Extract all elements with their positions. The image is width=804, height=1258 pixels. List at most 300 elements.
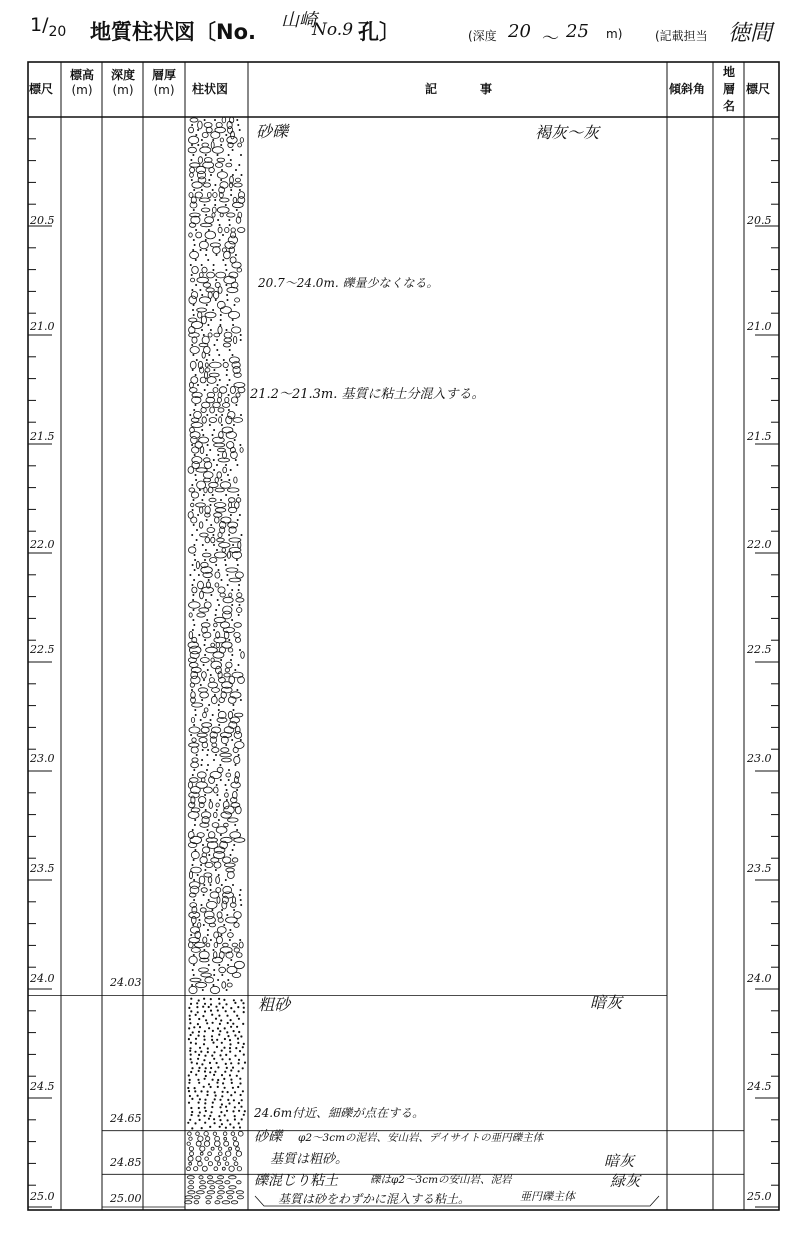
gravel-mark <box>205 231 216 239</box>
sand-dot <box>212 1014 213 1015</box>
sand-dot <box>198 574 199 575</box>
gravel-mark <box>237 1167 241 1171</box>
sand-dot <box>191 689 192 690</box>
gravel-mark <box>214 943 218 948</box>
sand-dot <box>201 1051 202 1052</box>
sand-dot <box>221 1104 222 1105</box>
sand-dot <box>214 974 215 975</box>
scale-numerator: 1 <box>30 14 43 36</box>
sand-dot <box>239 894 240 895</box>
sand-dot <box>190 574 191 575</box>
sand-dot <box>238 1006 239 1007</box>
sand-dot <box>209 179 210 180</box>
sand-dot <box>202 989 203 990</box>
sand-dot <box>230 1124 231 1125</box>
sand-dot <box>200 249 201 250</box>
sand-dot <box>219 239 220 240</box>
sand-dot <box>218 979 219 980</box>
sand-dot <box>213 1119 214 1120</box>
sand-dot <box>215 184 216 185</box>
sand-dot <box>195 1123 196 1124</box>
sand-dot <box>194 769 195 770</box>
gravel-mark <box>236 393 240 397</box>
sand-dot <box>213 459 214 460</box>
sand-dot <box>216 414 217 415</box>
sand-dot <box>191 1071 192 1072</box>
sand-dot <box>237 1038 238 1039</box>
sand-dot <box>226 789 227 790</box>
gravel-mark <box>234 948 239 952</box>
gravel-mark <box>235 298 240 302</box>
sand-dot <box>238 1059 239 1060</box>
sand-dot <box>196 754 197 755</box>
sand-dot <box>232 654 233 655</box>
sand-dot <box>240 339 241 340</box>
sand-dot <box>244 1062 245 1063</box>
gravel-mark <box>222 896 228 904</box>
sand-dot <box>235 254 236 255</box>
sand-dot <box>243 1054 244 1055</box>
gravel-mark <box>216 122 222 127</box>
gravel-mark <box>198 923 201 928</box>
header-description-2: 事 <box>480 82 493 96</box>
sand-dot <box>207 764 208 765</box>
sand-dot <box>210 174 211 175</box>
gravel-mark <box>191 762 199 768</box>
sand-dot <box>229 1047 230 1048</box>
scale-label-left: 21.0 <box>30 320 55 333</box>
sand-dot <box>205 1110 206 1111</box>
header-depth-label: 深度 <box>110 68 135 82</box>
sand-dot <box>234 304 235 305</box>
gravel-mark <box>235 178 240 182</box>
scale-denominator: 20 <box>48 23 67 40</box>
gravel-mark <box>203 283 211 288</box>
gravel-mark <box>202 143 209 147</box>
sand-dot <box>225 564 226 565</box>
sand-dot <box>226 799 227 800</box>
sand-dot <box>225 1071 226 1072</box>
sand-dot <box>225 264 226 265</box>
sand-dot <box>221 1042 222 1043</box>
sand-dot <box>221 1111 222 1112</box>
gravel-mark <box>218 326 222 334</box>
sand-dot <box>206 519 207 520</box>
sand-dot <box>193 314 194 315</box>
sand-dot <box>191 998 192 999</box>
sand-dot <box>223 359 224 360</box>
gravel-mark <box>207 528 215 533</box>
sand-dot <box>244 1111 245 1112</box>
gravel-mark <box>235 638 240 643</box>
gravel-mark <box>188 147 196 153</box>
gravel-mark <box>195 192 202 198</box>
gravel-mark <box>226 163 232 167</box>
scale-label-right: 23.5 <box>747 862 772 875</box>
sand-dot <box>204 1060 205 1061</box>
gravel-mark <box>191 948 200 953</box>
gravel-mark <box>204 602 211 608</box>
sand-dot <box>202 759 203 760</box>
sand-dot <box>227 1032 228 1033</box>
gravel-mark <box>199 608 209 612</box>
sand-dot <box>217 154 218 155</box>
gravel-mark <box>194 1167 198 1171</box>
sand-dot <box>214 1052 215 1053</box>
sand-dot <box>215 299 216 300</box>
sand-dot <box>198 1000 199 1001</box>
gravel-mark <box>227 213 235 217</box>
gravel-mark <box>215 1136 220 1141</box>
sand-dot <box>216 549 217 550</box>
sand-dot <box>233 424 234 425</box>
gravel-mark <box>196 468 207 472</box>
gravel-mark <box>213 388 218 393</box>
sand-dot <box>196 229 197 230</box>
gravel-mark <box>189 727 200 733</box>
sand-dot <box>188 1087 189 1088</box>
sand-dot <box>191 734 192 735</box>
gravel-mark <box>222 901 227 909</box>
gravel-mark <box>189 1181 194 1184</box>
gravel-mark <box>232 202 243 207</box>
sand-dot <box>208 899 209 900</box>
layer2-color: 暗灰 <box>590 993 623 1012</box>
gravel-mark <box>228 498 235 503</box>
sand-dot <box>192 1128 193 1129</box>
sand-dot <box>204 1031 205 1032</box>
scale-label-left: 24.0 <box>30 972 55 985</box>
sand-dot <box>233 1111 234 1112</box>
gravel-mark <box>222 982 226 989</box>
sand-dot <box>205 1122 206 1123</box>
sand-dot <box>224 1087 225 1088</box>
scale-label-left: 23.5 <box>30 862 55 875</box>
gravel-mark <box>229 502 232 508</box>
gravel-mark <box>203 472 213 479</box>
gravel-mark <box>192 587 197 593</box>
gravel-mark <box>226 416 232 424</box>
gravel-mark <box>188 1186 194 1189</box>
sand-dot <box>193 154 194 155</box>
sand-dot <box>229 1039 230 1040</box>
sand-dot <box>212 434 213 435</box>
sand-dot <box>195 709 196 710</box>
gravel-mark <box>201 316 206 324</box>
sand-dot <box>190 1050 191 1051</box>
sand-dot <box>226 134 227 135</box>
sand-dot <box>203 894 204 895</box>
sand-dot <box>201 904 202 905</box>
sand-dot <box>190 1119 191 1120</box>
sand-dot <box>190 1023 191 1024</box>
gravel-mark <box>189 986 197 993</box>
sand-dot <box>195 259 196 260</box>
gravel-mark <box>192 182 202 188</box>
gravel-mark <box>215 1201 220 1204</box>
sand-dot <box>210 1072 211 1073</box>
gravel-mark <box>200 908 206 912</box>
sand-dot <box>233 1000 234 1001</box>
sand-dot <box>236 404 237 405</box>
sand-dot <box>194 899 195 900</box>
sand-dot <box>210 939 211 940</box>
page-title: 地質柱状図〔No. <box>90 20 256 44</box>
scale-label-right: 24.0 <box>747 972 772 985</box>
sand-dot <box>211 1036 212 1037</box>
sand-dot <box>234 1107 235 1108</box>
sand-dot <box>208 1028 209 1029</box>
sand-dot <box>199 1099 200 1100</box>
sand-dot <box>221 179 222 180</box>
sand-dot <box>229 1075 230 1076</box>
sand-dot <box>208 964 209 965</box>
sand-dot <box>192 369 193 370</box>
sand-dot <box>231 1082 232 1083</box>
sand-dot <box>207 384 208 385</box>
sand-dot <box>220 1031 221 1032</box>
layer3-color: 暗灰 <box>604 1152 635 1170</box>
sand-dot <box>221 884 222 885</box>
gravel-mark <box>235 572 243 578</box>
sand-dot <box>189 1007 190 1008</box>
sand-dot <box>240 414 241 415</box>
gravel-mark <box>202 132 208 137</box>
gravel-mark <box>204 487 207 493</box>
gravel-mark <box>240 138 243 143</box>
sand-dot <box>206 304 207 305</box>
gravel-mark <box>217 1162 220 1165</box>
sand-dot <box>218 704 219 705</box>
sand-dot <box>192 484 193 485</box>
gravel-mark <box>238 387 245 393</box>
sand-dot <box>236 559 237 560</box>
gravel-mark <box>222 427 233 433</box>
sand-dot <box>213 269 214 270</box>
sand-dot <box>232 849 233 850</box>
sand-dot <box>194 824 195 825</box>
gravel-mark <box>203 787 212 793</box>
sand-dot <box>217 384 218 385</box>
gravel-mark <box>216 1181 223 1184</box>
gravel-mark <box>190 388 198 393</box>
gravel-mark <box>203 712 207 717</box>
gravel-mark <box>197 772 206 778</box>
gravel-mark <box>189 1162 192 1165</box>
scale-label-left: 23.0 <box>30 752 55 765</box>
sand-dot <box>204 1071 205 1072</box>
sand-dot <box>219 724 220 725</box>
sand-dot <box>208 1084 209 1085</box>
gravel-mark <box>232 858 238 862</box>
sand-dot <box>226 1067 227 1068</box>
sand-dot <box>221 1050 222 1051</box>
gravel-mark <box>237 608 242 613</box>
sand-dot <box>225 204 226 205</box>
gravel-mark <box>190 118 198 122</box>
sand-dot <box>214 369 215 370</box>
gravel-mark <box>233 418 243 423</box>
sand-dot <box>214 429 215 430</box>
sand-dot <box>208 229 209 230</box>
gravel-mark <box>189 663 198 668</box>
scale-label-right: 22.5 <box>747 643 772 656</box>
sand-dot <box>225 1106 226 1107</box>
gravel-mark <box>226 773 231 777</box>
sand-dot <box>237 789 238 790</box>
sand-dot <box>216 1006 217 1007</box>
gravel-mark <box>223 597 233 603</box>
sand-dot <box>240 334 241 335</box>
sand-dot <box>225 879 226 880</box>
gravel-mark <box>214 443 225 447</box>
sand-dot <box>217 794 218 795</box>
sand-dot <box>240 939 241 940</box>
sand-dot <box>228 154 229 155</box>
sand-dot <box>188 1102 189 1103</box>
sand-dot <box>205 254 206 255</box>
sand-dot <box>232 884 233 885</box>
gravel-mark <box>237 593 242 598</box>
gravel-mark <box>192 703 203 707</box>
gravel-mark <box>199 1176 203 1179</box>
sand-dot <box>240 444 241 445</box>
gravel-mark <box>199 1186 206 1189</box>
sand-dot <box>228 964 229 965</box>
sand-dot <box>206 769 207 770</box>
sand-dot <box>237 119 238 120</box>
sand-dot <box>189 1028 190 1029</box>
sand-dot <box>208 259 209 260</box>
sand-dot <box>235 764 236 765</box>
sand-dot <box>241 1119 242 1120</box>
gravel-mark <box>203 183 210 187</box>
gravel-mark <box>205 1157 209 1161</box>
gravel-mark <box>217 927 226 934</box>
sand-dot <box>212 1030 213 1031</box>
sand-dot <box>203 1086 204 1087</box>
gravel-mark <box>191 418 199 422</box>
gravel-mark <box>211 696 217 703</box>
sand-dot <box>205 239 206 240</box>
sand-dot <box>241 1000 242 1001</box>
sand-dot <box>216 564 217 565</box>
sand-dot <box>188 1038 189 1039</box>
gravel-mark <box>216 827 227 834</box>
sand-dot <box>192 534 193 535</box>
gravel-mark <box>202 1166 207 1171</box>
fraction-slash: / <box>42 14 49 36</box>
sand-dot <box>195 1038 196 1039</box>
gravel-mark <box>203 632 211 638</box>
depth-to: 25 <box>566 21 589 42</box>
sand-dot <box>238 1018 239 1019</box>
sand-dot <box>204 1078 205 1079</box>
sand-dot <box>217 1010 218 1011</box>
gravel-mark <box>209 678 214 683</box>
sand-dot <box>199 1119 200 1120</box>
gravel-mark <box>197 1191 205 1194</box>
sand-dot <box>243 1043 244 1044</box>
sand-dot <box>204 1107 205 1108</box>
sand-dot <box>198 1054 199 1055</box>
sand-dot <box>199 1112 200 1113</box>
gravel-mark <box>231 397 238 403</box>
sand-dot <box>221 144 222 145</box>
sand-dot <box>239 1050 240 1051</box>
sand-dot <box>203 924 204 925</box>
gravel-mark <box>189 602 201 609</box>
sand-dot <box>191 1114 192 1115</box>
gravel-mark <box>197 308 207 312</box>
sand-dot <box>199 1047 200 1048</box>
gravel-mark <box>222 758 232 762</box>
gravel-mark <box>188 1132 192 1136</box>
sand-dot <box>225 784 226 785</box>
gravel-mark <box>204 123 212 128</box>
sand-dot <box>192 829 193 830</box>
sand-dot <box>231 1070 232 1071</box>
sand-dot <box>203 1015 204 1016</box>
sand-dot <box>196 359 197 360</box>
gravel-mark <box>197 613 206 617</box>
gravel-mark <box>214 623 218 627</box>
sand-dot <box>238 1063 239 1064</box>
sand-dot <box>192 1098 193 1099</box>
sand-dot <box>191 159 192 160</box>
sand-dot <box>229 479 230 480</box>
sand-dot <box>234 844 235 845</box>
sand-dot <box>194 879 195 880</box>
gravel-mark <box>199 198 210 202</box>
sand-dot <box>216 609 217 610</box>
gravel-mark <box>205 363 208 367</box>
gravel-mark <box>214 513 222 518</box>
sand-dot <box>214 694 215 695</box>
sand-dot <box>204 1011 205 1012</box>
sand-dot <box>232 739 233 740</box>
gravel-mark <box>202 672 207 679</box>
gravel-mark <box>209 362 221 368</box>
sand-dot <box>239 164 240 165</box>
gravel-mark <box>208 487 213 493</box>
layer4-detail-b: 亜円礫主体 <box>520 1190 575 1203</box>
sand-dot <box>238 494 239 495</box>
sand-dot <box>229 349 230 350</box>
sand-dot <box>243 1023 244 1024</box>
gravel-mark <box>220 213 223 217</box>
gravel-mark <box>223 1157 227 1161</box>
gravel-mark <box>217 398 221 403</box>
gravel-mark <box>210 1186 215 1189</box>
gravel-mark <box>221 812 232 818</box>
gravel-mark <box>212 688 220 693</box>
sand-dot <box>236 209 237 210</box>
sand-dot <box>214 969 215 970</box>
gravel-mark <box>204 462 212 469</box>
gravel-mark <box>192 738 196 742</box>
gravel-mark <box>217 172 227 179</box>
sand-dot <box>237 519 238 520</box>
depth-separator: ～ <box>542 29 559 49</box>
sand-dot <box>196 1063 197 1064</box>
sand-dot <box>210 799 211 800</box>
gravel-mark <box>206 127 212 133</box>
sand-dot <box>218 604 219 605</box>
sand-dot <box>192 984 193 985</box>
sand-dot <box>193 859 194 860</box>
gravel-mark <box>213 437 225 443</box>
